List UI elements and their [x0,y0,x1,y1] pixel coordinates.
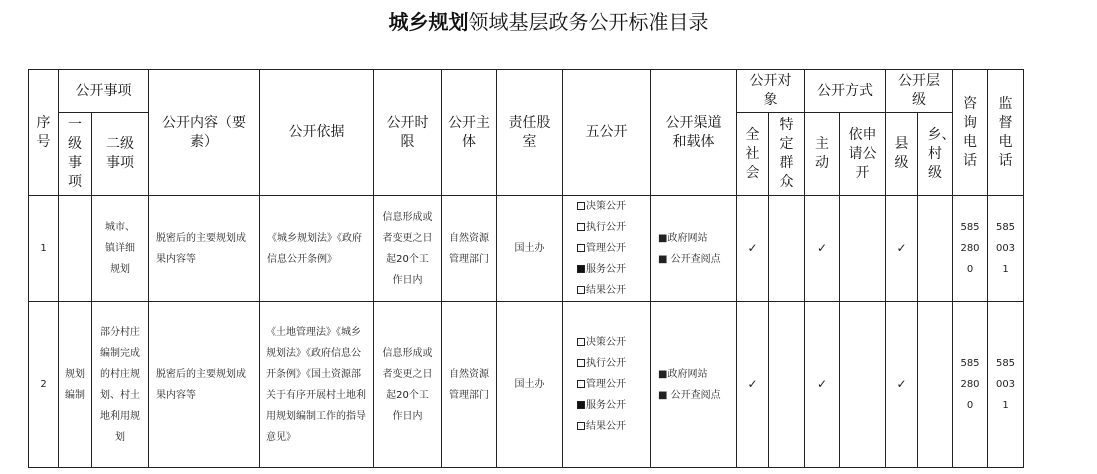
checkbox-icon [577,286,585,294]
row-basis: 《土地管理法》《城乡规划法》《政府信息公开条例》《国土资源部关于有序开展村土地利用规划编制工作的指导意见》 [260,302,374,468]
row-supervise: 5850031 [988,196,1024,302]
five-item: 服务公开 [577,259,650,280]
checkbox-icon [577,244,585,252]
check-method-request [840,302,886,468]
row-subject: 自然资源管理部门 [442,302,497,468]
header-dept: 责任股室 [497,70,563,196]
row-time-limit: 信息形成或者变更之日起20个工作日内 [374,196,442,302]
row-dept: 国土办 [497,302,563,468]
row-basis: 《城乡规划法》《政府信息公开条例》 [260,196,374,302]
row-no: 2 [29,302,59,468]
five-item: 服务公开 [577,395,650,416]
check-method-active: ✓ [805,196,840,302]
channel-item: ■ 公开查阅点 [658,389,721,401]
row-content: 脱密后的主要规划成果内容等 [149,196,260,302]
header-method: 公开方式 [805,70,886,113]
checkbox-icon [577,202,585,210]
check-level-county: ✓ [886,302,918,468]
header-level2: 二级事项 [92,113,149,196]
five-item: 决策公开 [577,332,650,353]
checkbox-checked-icon [577,401,585,409]
check-method-active: ✓ [805,302,840,468]
header-five: 五公开 [563,70,651,196]
header-level1: 一级事项 [59,113,92,196]
header-subject: 公开主体 [442,70,497,196]
channel-item: ■ 公开查阅点 [658,253,721,265]
row-consult: 5852800 [953,196,988,302]
five-item: 管理公开 [577,374,650,395]
header-content: 公开内容（要素） [149,70,260,196]
check-target-specific [769,302,805,468]
header-level: 公开层级 [886,70,953,113]
header-supervise: 监督电话 [988,70,1024,196]
checkbox-icon [577,223,585,231]
header-consult: 咨询电话 [953,70,988,196]
catalog-table [28,69,1024,468]
check-target-all: ✓ [737,196,769,302]
five-item: 决策公开 [577,196,650,217]
check-level-county: ✓ [886,196,918,302]
title-bold: 城乡规划 [388,10,469,34]
row-channel [651,196,737,302]
header-row-1 [29,70,1024,113]
table-row [29,302,1024,468]
checkbox-icon [577,422,585,430]
check-level-town [918,196,953,302]
header-channel: 公开渠道和载体 [651,70,737,196]
channel-item: ■政府网站 [658,368,708,380]
row-supervise: 5850031 [988,302,1024,468]
check-method-request [840,196,886,302]
row-no: 1 [29,196,59,302]
row-level1 [59,196,92,302]
five-item: 执行公开 [577,217,650,238]
check-level-town [918,302,953,468]
five-item: 结果公开 [577,416,650,437]
channel-item: ■政府网站 [658,232,708,244]
header-level-town: 乡、村级 [918,113,953,196]
row-level2: 部分村庄编制完成的村庄规划、村土地利用规划 [92,302,149,468]
five-item: 结果公开 [577,280,650,301]
row-time-limit: 信息形成或者变更之日起20个工作日内 [374,302,442,468]
header-time-limit: 公开时限 [374,70,442,196]
five-item: 管理公开 [577,238,650,259]
check-target-specific [769,196,805,302]
row-level1: 规划编制 [59,302,92,468]
five-item: 执行公开 [577,353,650,374]
row-subject: 自然资源管理部门 [442,196,497,302]
row-level2: 城市、镇详细规划 [92,196,149,302]
header-target: 公开对象 [737,70,805,113]
header-target-all: 全社会 [737,113,769,196]
row-five [563,196,651,302]
checkbox-icon [577,380,585,388]
header-basis: 公开依据 [260,70,374,196]
check-target-all: ✓ [737,302,769,468]
header-seq: 序号 [29,70,59,196]
page-title [0,9,1097,35]
header-method-request: 依申请公开 [840,113,886,196]
checkbox-checked-icon [577,265,585,273]
title-rest: 领域基层政务公开标准目录 [468,10,709,34]
table-row [29,196,1024,302]
header-method-active: 主动 [805,113,840,196]
row-channel [651,302,737,468]
header-level-county: 县级 [886,113,918,196]
checkbox-icon [577,338,585,346]
row-dept: 国土办 [497,196,563,302]
header-items: 公开事项 [59,70,149,113]
row-content: 脱密后的主要规划成果内容等 [149,302,260,468]
row-consult: 5852800 [953,302,988,468]
checkbox-icon [577,359,585,367]
header-target-specific: 特定群众 [769,113,805,196]
row-five [563,302,651,468]
